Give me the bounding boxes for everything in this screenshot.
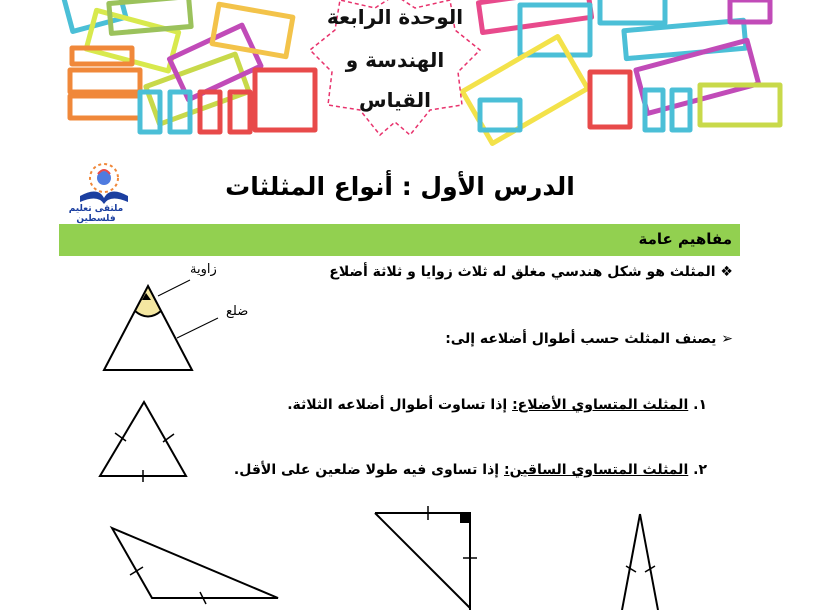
- obtuse-isosceles-triangle-figure: [112, 528, 278, 604]
- right-isosceles-triangle-figure: [375, 506, 477, 610]
- classification-text: يصنف المثلث حسب أطوال أضلاعه إلى:: [445, 331, 717, 347]
- unit-topic-line2: القياس: [358, 88, 432, 112]
- equilateral-triangle-figure: [100, 402, 186, 482]
- check-arrow-icon: ➢: [716, 331, 733, 347]
- angle-label: زاوية: [190, 262, 217, 277]
- item2-number: ٢.: [693, 462, 707, 478]
- labeled-triangle-figure: [104, 280, 218, 370]
- item1-desc: إذا تساوت أطوال أضلاعه الثلاثة.: [287, 397, 508, 413]
- item1-term: المثلث المتساوي الأضلاع:: [512, 397, 689, 413]
- tall-isosceles-triangle-figure: [622, 514, 658, 610]
- item2-desc: إذا تساوى فيه طولا ضلعين على الأقل.: [233, 462, 500, 478]
- unit-title: الوحدة الرابعة: [326, 5, 464, 29]
- item1-number: ١.: [693, 397, 707, 413]
- lesson-title: الدرس الأول : أنواع المثلثات: [225, 172, 575, 201]
- section-title: مفاهيم عامة: [638, 230, 732, 248]
- diamond-bullet-icon: ❖: [715, 264, 733, 280]
- unit-topic-line1: الهندسة و: [345, 48, 445, 72]
- logo-caption: ملتقى تعليم فلسطين: [68, 204, 124, 224]
- side-label: ضلع: [226, 304, 249, 319]
- item2-term: المثلث المتساوي الساقين:: [503, 462, 689, 478]
- definition-text: المثلث هو شكل هندسي مغلق له ثلاث زوايا و ثلاثة أضلاع: [329, 264, 716, 280]
